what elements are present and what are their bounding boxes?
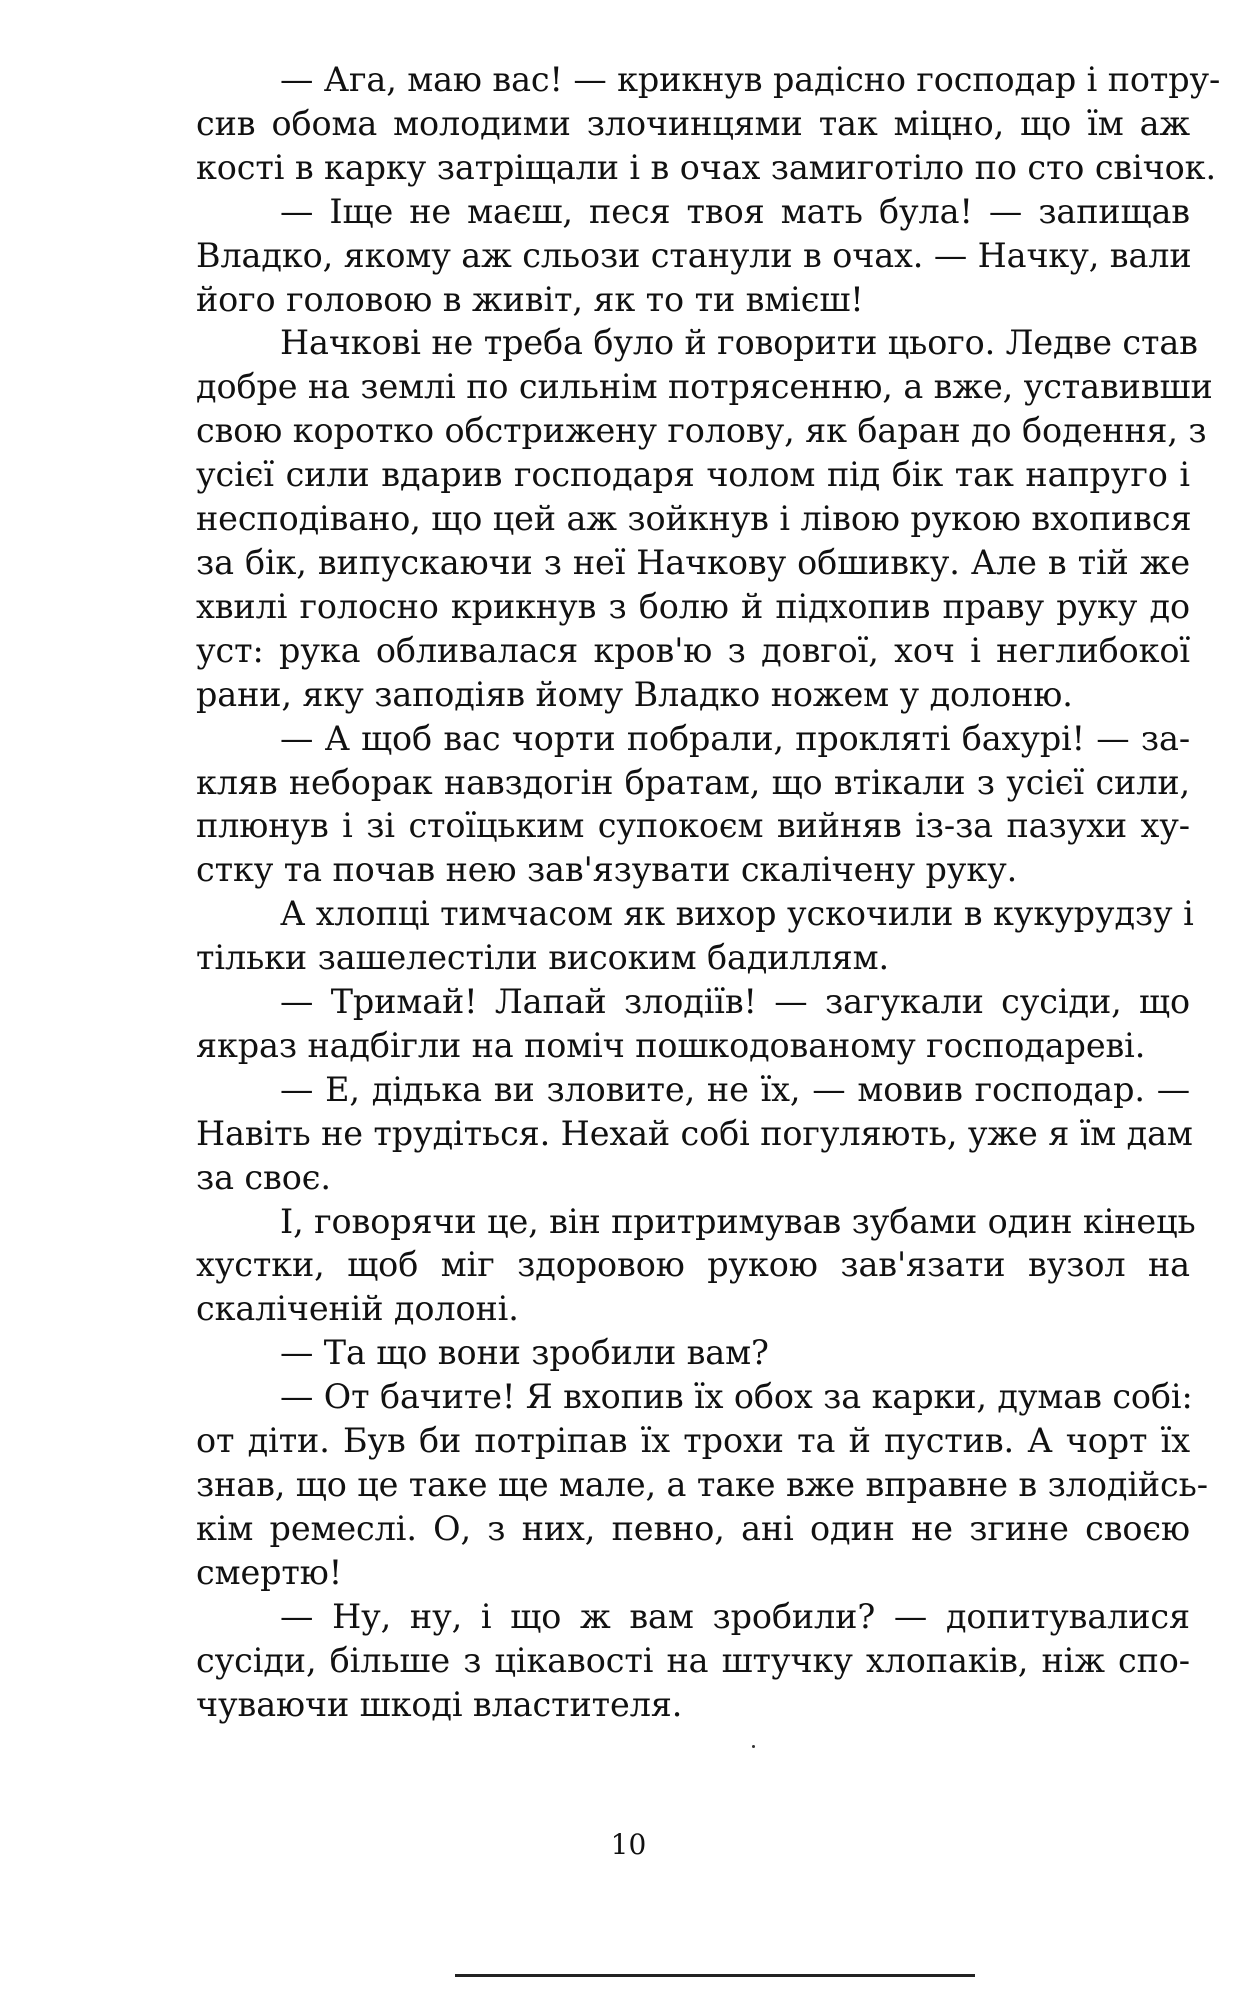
text-line: от діти. Був би потріпав їх трохи та й пустив. А чорт їх [196, 1421, 1190, 1461]
paragraph [112, 58, 1221, 190]
text-line: чуваючи шкоді властителя. [196, 1684, 683, 1724]
paragraph [112, 1068, 1193, 1200]
text-line: тільки зашелестіли високим бадиллям. [196, 938, 889, 978]
text-line: за своє. [196, 1157, 331, 1197]
paragraph [112, 1200, 1196, 1332]
paragraph [112, 1375, 1208, 1595]
text-line: сусіди, більше з цікавості на штучку хлопаків, ніж спо- [196, 1640, 1190, 1680]
text-line: стку та почав нею зав'язувати скалічену руку. [196, 850, 1018, 890]
text-line: сив обома молодими злочинцями так міцно, що їм аж [196, 103, 1190, 143]
text-line: несподівано, що цей аж зойкнув і лівою рукою вхопився [196, 499, 1192, 539]
page-body [112, 58, 1221, 1726]
text-line: знав, що це таке ще мале, а таке вже вправне в злодійсь- [196, 1465, 1208, 1504]
ink-speck [752, 1745, 755, 1748]
text-line: А хлопці тимчасом як вихор ускочили в кукурудзу і [280, 894, 1194, 934]
page-number: 10 [610, 1828, 647, 1861]
text-line: смертю! [196, 1552, 343, 1592]
text-line: плюнув і зі стоїцьким супокоєм вийняв із-за пазухи ху- [196, 806, 1190, 846]
text-line: — Іще не маєш, песя твоя мать була! — запищав [280, 191, 1190, 231]
text-line: — Ага, маю вас! — крикнув радісно господар і потру- [280, 60, 1221, 99]
paragraph [112, 892, 1194, 980]
text-line: скаліченій долоні. [196, 1289, 519, 1329]
paragraph [112, 717, 1190, 893]
text-line: кляв неборак навздогін братам, що втікали з усієї сили, [196, 762, 1190, 802]
text-line: кім ремеслі. О, з них, певно, ані один не згине своєю [196, 1508, 1190, 1548]
text-line: Начкові не треба було й говорити цього. Ледве став [280, 323, 1198, 363]
text-line: усієї сили вдарив господаря чолом під бік так напруго і [196, 455, 1190, 495]
text-line: рани, яку заподіяв йому Владко ножем у долоню. [196, 674, 1073, 714]
text-line: добре на землі по сильнім потрясенню, а вже, уставивши [196, 367, 1213, 407]
text-line: його головою в живіт, як то ти вмієш! [196, 279, 864, 319]
text-line: хустки, щоб міг здоровою рукою зав'язати вузол на [196, 1245, 1190, 1285]
text-line: за бік, випускаючи з неї Начкову обшивку. Але в тій же [196, 542, 1190, 582]
text-line: — Тримай! Лапай злодіїв! — загукали сусіди, що [280, 982, 1190, 1022]
text-line: — Е, дідька ви зловите, не їх, — мовив господар. — [280, 1069, 1190, 1109]
text-line: Владко, якому аж сльози станули в очах. — Начку, вали [196, 235, 1192, 275]
text-line: — Ну, ну, і що ж вам зробили? — допитувалися [280, 1596, 1190, 1636]
text-line: — Та що вони зробили вам? [280, 1333, 769, 1373]
paragraph [112, 980, 1190, 1068]
text-line: — А щоб вас чорти побрали, прокляті бахурі! — за- [280, 718, 1190, 758]
text-line: кості в карку затріщали і в очах замиготіло по сто свічок. [196, 147, 1216, 187]
paragraph [112, 190, 1190, 322]
paragraph [112, 1595, 1190, 1727]
text-line: хвилі голосно крикнув з болю й підхопив праву руку до [196, 586, 1190, 626]
text-line: свою коротко обстрижену голову, як баран до бодення, з [196, 411, 1207, 451]
text-line: уст: рука обливалася кров'ю з довгої, хоч і неглибокої [196, 630, 1190, 670]
text-line: І, говорячи це, він притримував зубами один кінець [280, 1201, 1196, 1241]
text-line: — От бачите! Я вхопив їх обох за карки, думав собі: [280, 1377, 1193, 1417]
paragraph [112, 1331, 1190, 1375]
paragraph [112, 321, 1213, 716]
bottom-edge-line [455, 1974, 975, 1977]
text-line: Навіть не трудіться. Нехай собі погуляють, уже я їм дам [196, 1113, 1193, 1153]
text-line: якраз надбігли на поміч пошкодованому господареві. [196, 1025, 1146, 1065]
